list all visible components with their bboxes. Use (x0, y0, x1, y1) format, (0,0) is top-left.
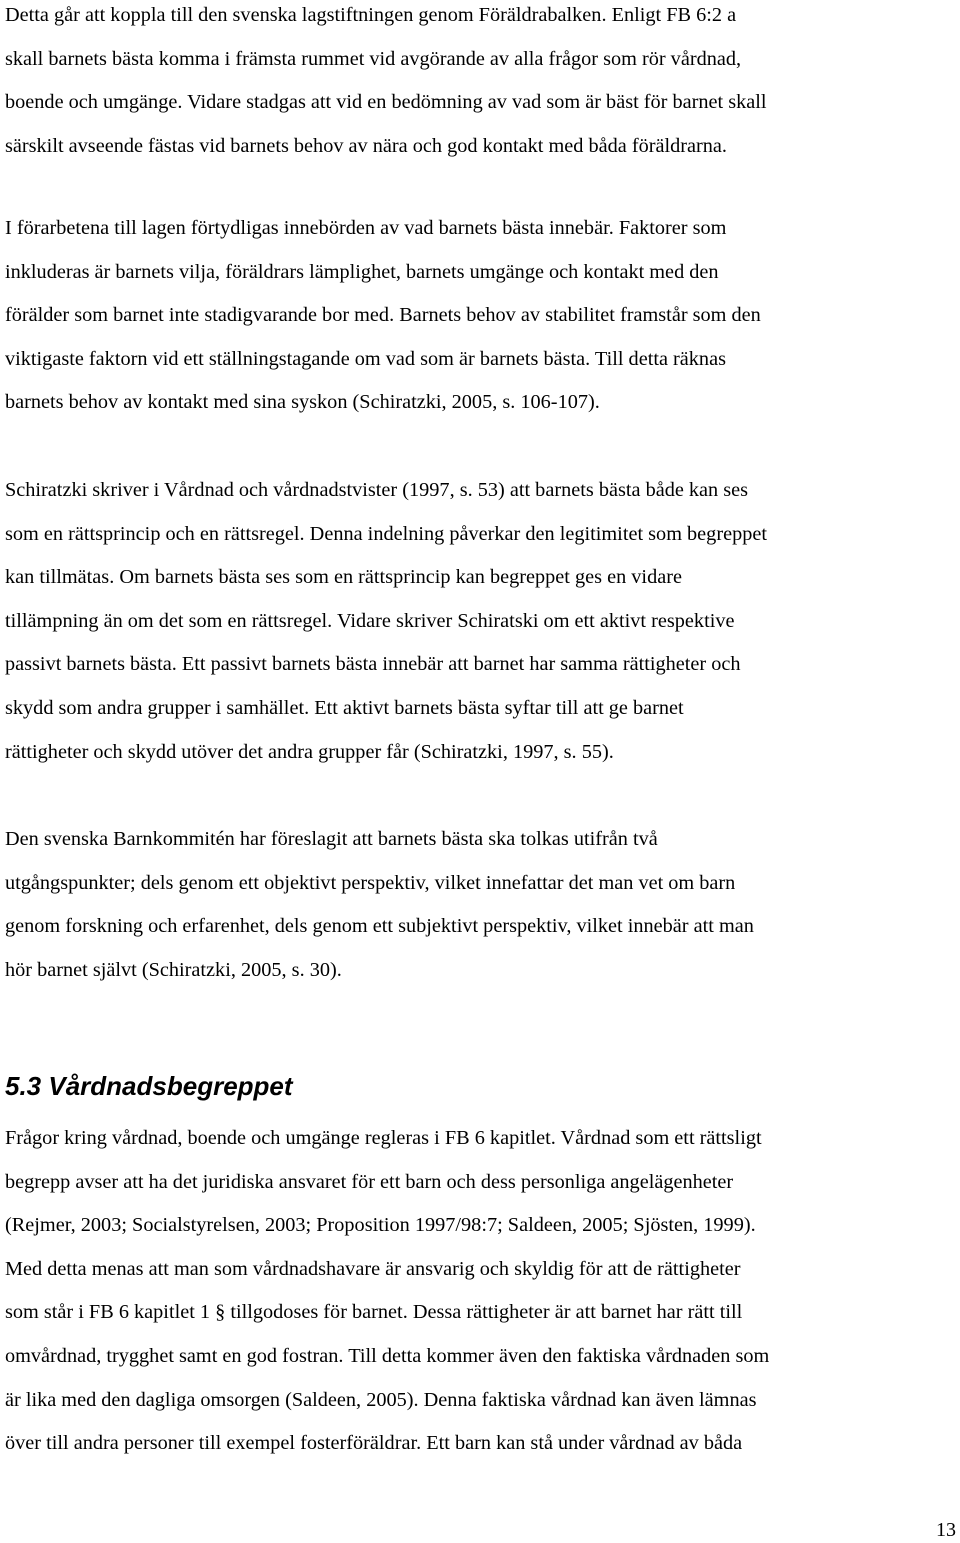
text-line: kan tillmätas. Om barnets bästa ses som en rättsprincip kan begreppet ges en vidare (5, 566, 682, 589)
text-line: I förarbetena till lagen förtydligas innebörden av vad barnets bästa innebär. Faktorer som (5, 217, 727, 239)
text-line: genom forskning och erfarenhet, dels genom ett subjektivt perspektiv, vilket innebär att man (5, 915, 754, 938)
section-paragraph (5, 1117, 769, 1466)
text-line: (Rejmer, 2003; Socialstyrelsen, 2003; Proposition 1997/98:7; Saldeen, 2005; Sjösten, 1999). (5, 1214, 756, 1237)
text-line: som en rättsprincip och en rättsregel. Denna indelning påverkar den legitimitet som begreppet (5, 522, 767, 545)
text-line: särskilt avseende fästas vid barnets behov av nära och god kontakt med båda föräldrarna. (5, 134, 727, 157)
text-line: Detta går att koppla till den svenska lagstiftningen genom Föräldrabalken. Enligt FB 6:2 a (5, 4, 737, 26)
text-line: Frågor kring vårdnad, boende och umgänge regleras i FB 6 kapitlet. Vårdnad som ett rättsligt (5, 1127, 762, 1149)
text-line: skall barnets bästa komma i främsta rummet vid avgörande av alla frågor som rör vårdnad, (5, 47, 742, 70)
text-line: skydd som andra grupper i samhället. Ett aktivt barnets bästa syftar till att ge barnet (5, 696, 684, 719)
paragraph-1 (5, 0, 767, 168)
text-line: Med detta menas att man som vårdnadshavare är ansvarig och skyldig för att de rättigheter (5, 1257, 741, 1280)
paragraph-2 (5, 207, 761, 425)
text-line: tillämpning än om det som en rättsregel. Vidare skriver Schiratski om ett aktivt respektive (5, 609, 735, 632)
text-line: som står i FB 6 kapitlet 1 § tillgodoses för barnet. Dessa rättigheter är att barnet har rätt till (5, 1301, 743, 1324)
text-line: förälder som barnet inte stadigvarande bor med. Barnets behov av stabilitet framstår som den (5, 304, 761, 327)
text-line: är lika med den dagliga omsorgen (Saldeen, 2005). Denna faktiska vårdnad kan även lämnas (5, 1388, 757, 1411)
paragraph-3 (5, 469, 767, 774)
text-line: passivt barnets bästa. Ett passivt barnets bästa innebär att barnet har samma rättigheter och (5, 653, 741, 676)
page-number: 13 (936, 1519, 956, 1541)
text-line: utgångspunkter; dels genom ett objektivt perspektiv, vilket innefattar det man vet om barn (5, 871, 736, 894)
text-line: boende och umgänge. Vidare stadgas att vid en bedömning av vad som är bäst för barnet skall (5, 91, 767, 114)
section-heading: 5.3 Vårdnadsbegreppet (5, 1071, 293, 1101)
text-line: inkluderas är barnets vilja, föräldrars lämplighet, barnets umgänge och kontakt med den (5, 260, 719, 283)
text-line: omvårdnad, trygghet samt en god fostran. Till detta kommer även den faktiska vårdnaden som (5, 1344, 770, 1367)
paragraph-4 (5, 818, 754, 992)
text-line: Den svenska Barnkommitén har föreslagit att barnets bästa ska tolkas utifrån två (5, 828, 658, 850)
text-line: viktigaste faktorn vid ett ställningstagande om vad som är barnets bästa. Till detta räknas (5, 347, 726, 370)
text-line: barnets behov av kontakt med sina syskon (Schiratzki, 2005, s. 106-107). (5, 391, 600, 414)
text-line: över till andra personer till exempel fosterföräldrar. Ett barn kan stå under vårdnad av båda (5, 1432, 743, 1455)
text-line: rättigheter och skydd utöver det andra grupper får (Schiratzki, 1997, s. 55). (5, 740, 614, 763)
text-line: begrepp avser att ha det juridiska ansvaret för ett barn och dess personliga angelägenheter (5, 1170, 734, 1193)
text-line: Schiratzki skriver i Vårdnad och vårdnadstvister (1997, s. 53) att barnets bästa både kan ses (5, 479, 749, 501)
text-line: hör barnet självt (Schiratzki, 2005, s. 30). (5, 958, 342, 981)
